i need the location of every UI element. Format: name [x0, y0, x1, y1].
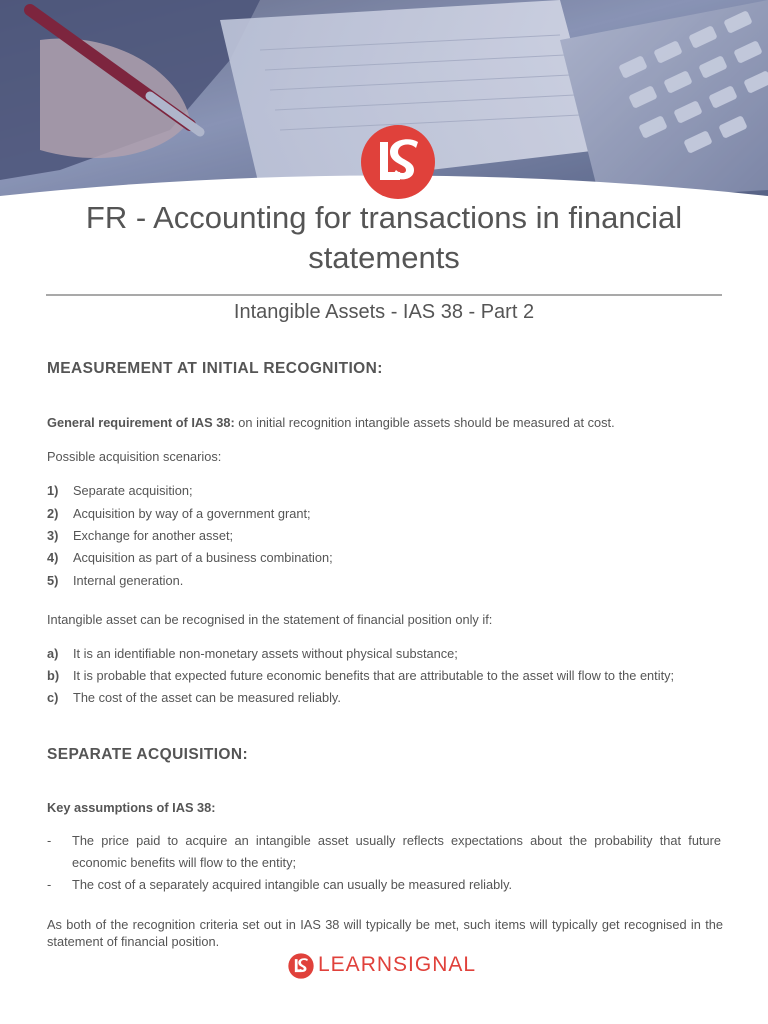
page-subtitle: Intangible Assets - IAS 38 - Part 2 [233, 301, 535, 323]
list-item-text: The cost of the asset can be measured reliably. [73, 690, 341, 705]
list-item-text: Exchange for another asset; [73, 528, 234, 543]
list-item [47, 689, 727, 706]
footer-brand-wordmark [318, 952, 476, 978]
section-heading-separate-acquisition: SEPARATE ACQUISITION: [47, 746, 249, 763]
footer-brand-logo [288, 951, 480, 979]
list-item-text: It is an identifiable non-monetary assets without physical substance; [73, 646, 458, 661]
learnsignal-logo-badge [360, 124, 436, 200]
list-item [47, 645, 727, 662]
dash-marker: - [47, 877, 52, 892]
list-marker: c) [47, 690, 59, 705]
list-item [47, 527, 727, 544]
list-item [47, 505, 727, 522]
ls-logo-icon [288, 953, 314, 979]
list-item-text: Separate acquisition; [73, 483, 193, 498]
page-title: FR - Accounting for transactions in financial statements [85, 200, 683, 275]
list-item [47, 482, 727, 499]
conclusion-paragraph: As both of the recognition criteria set out in IAS 38 will typically be met, such items will typically get recognised in the statement of financial position. [47, 917, 723, 949]
general-requirement-label: General requirement of IAS 38: [47, 415, 235, 430]
list-item-text: Internal generation. [73, 573, 184, 588]
dash-marker: - [47, 833, 52, 848]
ls-logo-icon [360, 124, 436, 200]
title-divider [46, 294, 722, 296]
list-marker: 1) [47, 483, 59, 498]
list-marker: 3) [47, 528, 59, 543]
list-item-text: Acquisition by way of a government grant; [73, 506, 311, 521]
brand-prefix: LEARN [318, 953, 394, 976]
general-requirement-paragraph [47, 414, 723, 431]
list-marker: 4) [47, 550, 59, 565]
key-assumptions-label [47, 799, 723, 816]
assumption-text: The price paid to acquire an intangible asset usually reflects expectations about the probability that future economic benefits will flow to the entity; [72, 833, 721, 870]
section-heading-measurement: MEASUREMENT AT INITIAL RECOGNITION: [47, 360, 383, 377]
list-item [47, 667, 727, 684]
key-assumptions-label-text: Key assumptions of IAS 38: [47, 800, 216, 815]
general-requirement-text: on initial recognition intangible assets should be measured at cost. [234, 415, 615, 430]
list-marker: a) [47, 646, 59, 661]
list-item [47, 572, 727, 589]
list-item-text: Acquisition as part of a business combination; [73, 550, 333, 565]
criteria-intro: Intangible asset can be recognised in the statement of financial position only if: [47, 612, 493, 627]
list-item-text: It is probable that expected future economic benefits that are attributable to the asset will flow to the entity; [73, 668, 675, 683]
assumption-text: The cost of a separately acquired intangible can usually be measured reliably. [72, 877, 513, 892]
list-marker: b) [47, 668, 60, 683]
scenarios-intro: Possible acquisition scenarios: [47, 449, 222, 464]
list-marker: 2) [47, 506, 59, 521]
list-marker: 5) [47, 573, 59, 588]
list-item [47, 549, 727, 566]
brand-suffix: SIGNAL [393, 953, 477, 976]
